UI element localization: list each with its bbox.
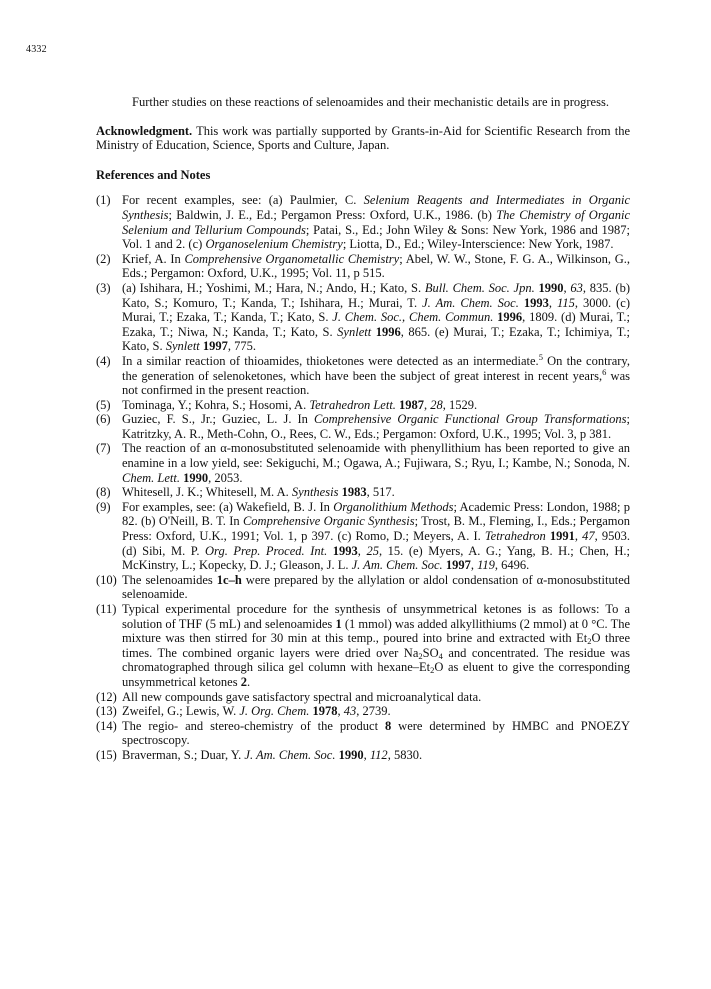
text-run: , (424, 397, 431, 412)
bold-text: 1996 (375, 324, 401, 339)
reference-item (96, 500, 630, 573)
bold-text: 1997 (445, 558, 471, 573)
subscript: 2 (587, 636, 592, 647)
reference-number: (1) (96, 193, 111, 208)
bold-text: 1987 (399, 397, 425, 412)
italic-text: Comprehensive Organic Synthesis (242, 514, 415, 529)
reference-item (96, 441, 630, 485)
italic-text: Selenium Reagents and Intermediates in Organic Synthesis (122, 193, 631, 222)
subscript: 2 (418, 650, 423, 661)
reference-item (96, 690, 630, 705)
reference-number: (14) (96, 718, 117, 733)
text-run: All new compounds gave satisfactory spectral and microanalytical data. (122, 689, 482, 704)
bold-text: 2 (240, 674, 247, 689)
reference-number: (6) (96, 412, 111, 427)
subscript: 2 (430, 665, 435, 676)
text-run: , 517. (366, 485, 395, 500)
closing-paragraph: Further studies on these reactions of selenoamides and their mechanistic details are in progress. (132, 95, 609, 109)
reference-text (122, 485, 630, 500)
reference-text (122, 351, 630, 398)
text-run: Zweifel, G.; Lewis, W. (122, 704, 240, 719)
text-run: The selenoamides (122, 572, 217, 587)
italic-text: Synlett (337, 324, 372, 339)
reference-number: (5) (96, 397, 111, 412)
text-run: ; Academic Press: London, 1988; p 82. (b) O'Neill, B. T. In (122, 499, 630, 529)
text-run: , 9503. (d) Sibi, M. P. (122, 529, 631, 558)
reference-text (122, 690, 630, 705)
reference-list (96, 193, 630, 762)
bold-text: 1 (335, 616, 342, 631)
italic-text: J. Org. Chem. (239, 704, 310, 719)
reference-text (122, 252, 630, 281)
reference-item (96, 281, 630, 354)
reference-item (96, 485, 630, 500)
text-run: ; Baldwin, J. E., Ed.; Pergamon Press: Oxford, U.K., 1986. (b) (168, 207, 497, 222)
text-run: The regio- and stereo-chemistry of the product (122, 718, 385, 733)
text-run: For recent examples, see: (a) Paulmier, C. (122, 193, 364, 208)
subscript: 4 (438, 650, 443, 661)
text-run: were determined by HMBC and PNOEZY spectroscopy. (122, 718, 630, 748)
reference-item (96, 193, 630, 251)
reference-item (96, 252, 630, 281)
text-run: , (357, 543, 367, 558)
reference-text (122, 602, 630, 690)
text-run: , (548, 295, 558, 310)
bold-text: 1978 (312, 704, 338, 719)
italic-text: J. Chem. Soc., Chem. Commun. (332, 310, 494, 325)
bold-text: 1990 (538, 280, 564, 295)
italic-text: Chem. Lett. (122, 470, 180, 485)
italic-text: 28 (430, 397, 443, 412)
reference-number: (9) (96, 499, 111, 514)
references-heading: References and Notes (96, 167, 211, 182)
italic-text: Comprehensive Organometallic Chemistry (184, 251, 400, 266)
text-run: , (363, 747, 370, 762)
text-run: Guziec, F. S., Jr.; Guziec, L. J. In (122, 412, 315, 427)
italic-text: Tetrahedron (484, 529, 546, 544)
text-run: SO (422, 645, 439, 660)
text-run: , 15. (e) Myers, A. G.; Yang, B. H.; Chen, H.; McKinstry, L.; Kopecky, D. J.; Gleason, J. L. (122, 543, 631, 573)
bold-text: 1996 (497, 310, 523, 325)
text-run: , (563, 280, 571, 295)
reference-text (122, 281, 630, 354)
text-run: (a) Ishihara, H.; Yoshimi, M.; Hara, N.; Ando, H.; Kato, S. (122, 280, 425, 295)
reference-text (122, 412, 630, 441)
text-run: Typical experimental procedure for the synthesis of unsymmetrical ketones is as follows: To a solution of THF (5 mL) and selenoamides (122, 602, 630, 631)
text-run: , (574, 529, 583, 544)
bold-text: 1993 (523, 295, 549, 310)
italic-text: J. Am. Chem. Soc. (351, 558, 443, 573)
article-body (96, 95, 630, 763)
text-run: ; Liotta, D., Ed.; Wiley-Interscience: New York, 1987. (342, 237, 614, 252)
page-number: 4332 (26, 44, 47, 55)
text-run: , 5830. (387, 747, 423, 762)
reference-text (122, 748, 630, 763)
acknowledgment-text: This work was partially supported by Grants-in-Aid for Scientific Research from the Ministry of Education, Science, Sports and Culture, Japan. (96, 123, 630, 153)
text-run: The reaction of an α-monosubstituted selenoamide with phenyllithium has been reported to give an enamine in a low yield, see: Sekiguchi, M.; Ogawa, A.; Fujiwara, S.; Ryu, I.; Kambe, N.; Sonoda, N. (122, 441, 630, 471)
text-run: , 1809. (d) Murai, T.; Ezaka, T.; Niwa, N.; Kanda, T.; Kato, S. (122, 310, 630, 339)
reference-number: (4) (96, 353, 111, 368)
reference-text (122, 704, 630, 719)
text-run: In a similar reaction of thioamides, thioketones were detected as an intermediate. (122, 353, 539, 368)
italic-text: Organolithium Methods (333, 499, 454, 514)
text-run: O three times. The combined organic layers were dried over Na (122, 631, 631, 660)
text-run: , 835. (b) Kato, S.; Komuro, T.; Kanda, T.; Ishihara, H.; Murai, T. (122, 280, 630, 310)
reference-item (96, 412, 630, 441)
italic-text: 112 (369, 747, 388, 762)
reference-item (96, 704, 630, 719)
reference-text (122, 573, 630, 602)
italic-text: 25 (366, 543, 379, 558)
reference-number: (7) (96, 441, 111, 456)
text-run: , 3000. (c) Murai, T.; Ezaka, T.; Kanda, T.; Kato, S. (122, 295, 630, 325)
reference-number: (15) (96, 747, 117, 762)
italic-text: The Chemistry of Organic Selenium and Tellurium Compounds (122, 207, 630, 237)
text-run: were prepared by the allylation or aldol condensation of α-monosubstituted selenoamide. (122, 572, 630, 602)
reference-text (122, 500, 630, 573)
reference-text (122, 193, 630, 251)
text-run: , (470, 558, 478, 573)
text-run: O as eluent to give the corresponding unsymmetrical ketones (122, 660, 630, 689)
text-run: . (246, 674, 251, 689)
reference-number: (2) (96, 251, 111, 266)
superscript-citation: 6 (602, 366, 607, 377)
bold-text: 1993 (332, 543, 358, 558)
text-run: Krief, A. In (122, 251, 185, 266)
text-run: , (337, 704, 344, 719)
text-run: and concentrated. The residue was chromatographed through silica gel column with hexane–Et (122, 645, 630, 675)
bold-text: 1983 (341, 485, 367, 500)
text-run: ; Abel, W. W., Stone, F. G. A., Wilkinson, G., Eds.; Pergamon: Oxford, U.K., 1995; Vol. 11, p 515. (122, 251, 631, 281)
reference-number: (12) (96, 689, 117, 704)
text-run: , 865. (e) Murai, T.; Ezaka, T.; Ichimiya, T.; Kato, S. (122, 324, 631, 354)
text-run: ; Katritzky, A. R., Meth-Cohn, O., Rees, C. W., Eds.; Pergamon: Oxford, U.K., 1995; Vol. 3, p 381. (122, 412, 630, 441)
reference-text (122, 719, 630, 748)
reference-item (96, 748, 630, 763)
italic-text: 63 (570, 280, 583, 295)
reference-number: (8) (96, 485, 111, 500)
reference-number: (13) (96, 704, 117, 719)
text-run: was not confirmed in the present reaction. (122, 368, 630, 398)
text-run: Whitesell, J. K.; Whitesell, M. A. (122, 485, 292, 500)
text-run: Braverman, S.; Duar, Y. (122, 747, 245, 762)
italic-text: 47 (582, 529, 595, 544)
bold-text: 1990 (183, 470, 209, 485)
text-run: , 1529. (442, 397, 478, 412)
italic-text: J. Am. Chem. Soc. (422, 295, 519, 310)
superscript-citation: 5 (538, 351, 543, 362)
reference-item (96, 602, 630, 690)
text-run: ; Patai, S., Ed.; John Wiley & Sons: New York, 1986 and 1987; Vol. 1 and 2. (c) (122, 222, 630, 252)
reference-item (96, 719, 630, 748)
italic-text: J. Am. Chem. Soc. (244, 747, 336, 762)
text-run: , 775. (227, 339, 257, 354)
reference-item (96, 351, 630, 398)
italic-text: 119 (477, 558, 495, 573)
text-run: (1 mmol) was added alkyllithiums (2 mmol) at 0 °C. The mixture was then stirred for 30 min at this temp., poured into brine and extracted with Et (122, 616, 631, 646)
reference-number: (3) (96, 280, 111, 295)
italic-text: Organoselenium Chemistry (205, 237, 343, 252)
italic-text: 115 (557, 295, 575, 310)
text-run: ; Trost, B. M., Fleming, I., Eds.; Pergamon Press: Oxford, U.K., 1991; Vol. 1, p 397. (c) Romo, D.; Meyers, A. I. (122, 514, 630, 544)
bold-text: 1990 (338, 747, 364, 762)
bold-text: 1997 (202, 339, 228, 354)
italic-text: Tetrahedron Lett. (309, 397, 396, 412)
italic-text: 43 (343, 704, 357, 719)
text-run: , 2739. (356, 704, 391, 719)
bold-text: 1991 (549, 529, 575, 544)
italic-text: Org. Prep. Proced. Int. (205, 543, 328, 558)
text-run: , 2053. (208, 470, 243, 485)
text-run: On the contrary, the generation of selenoketones, which have been the subject of great interest in recent years, (122, 353, 630, 383)
italic-text: Bull. Chem. Soc. Jpn. (424, 280, 535, 295)
bold-text: 8 (385, 718, 392, 733)
text-run: Tominaga, Y.; Kohra, S.; Hosomi, A. (122, 397, 310, 412)
italic-text: Comprehensive Organic Functional Group Transformations (314, 412, 627, 427)
italic-text: Synthesis (291, 485, 339, 500)
reference-item (96, 573, 630, 602)
bold-text: 1c–h (216, 572, 242, 587)
acknowledgment-paragraph (96, 124, 630, 153)
reference-number: (11) (96, 602, 117, 616)
text-run: For examples, see: (a) Wakefield, B. J. In (122, 499, 334, 514)
acknowledgment-heading: Acknowledgment. (96, 123, 193, 138)
reference-item (96, 398, 630, 413)
reference-number: (10) (96, 572, 117, 587)
reference-text (122, 398, 630, 413)
text-run: , 6496. (494, 558, 530, 573)
italic-text: Synlett (165, 339, 200, 354)
reference-text (122, 441, 630, 485)
